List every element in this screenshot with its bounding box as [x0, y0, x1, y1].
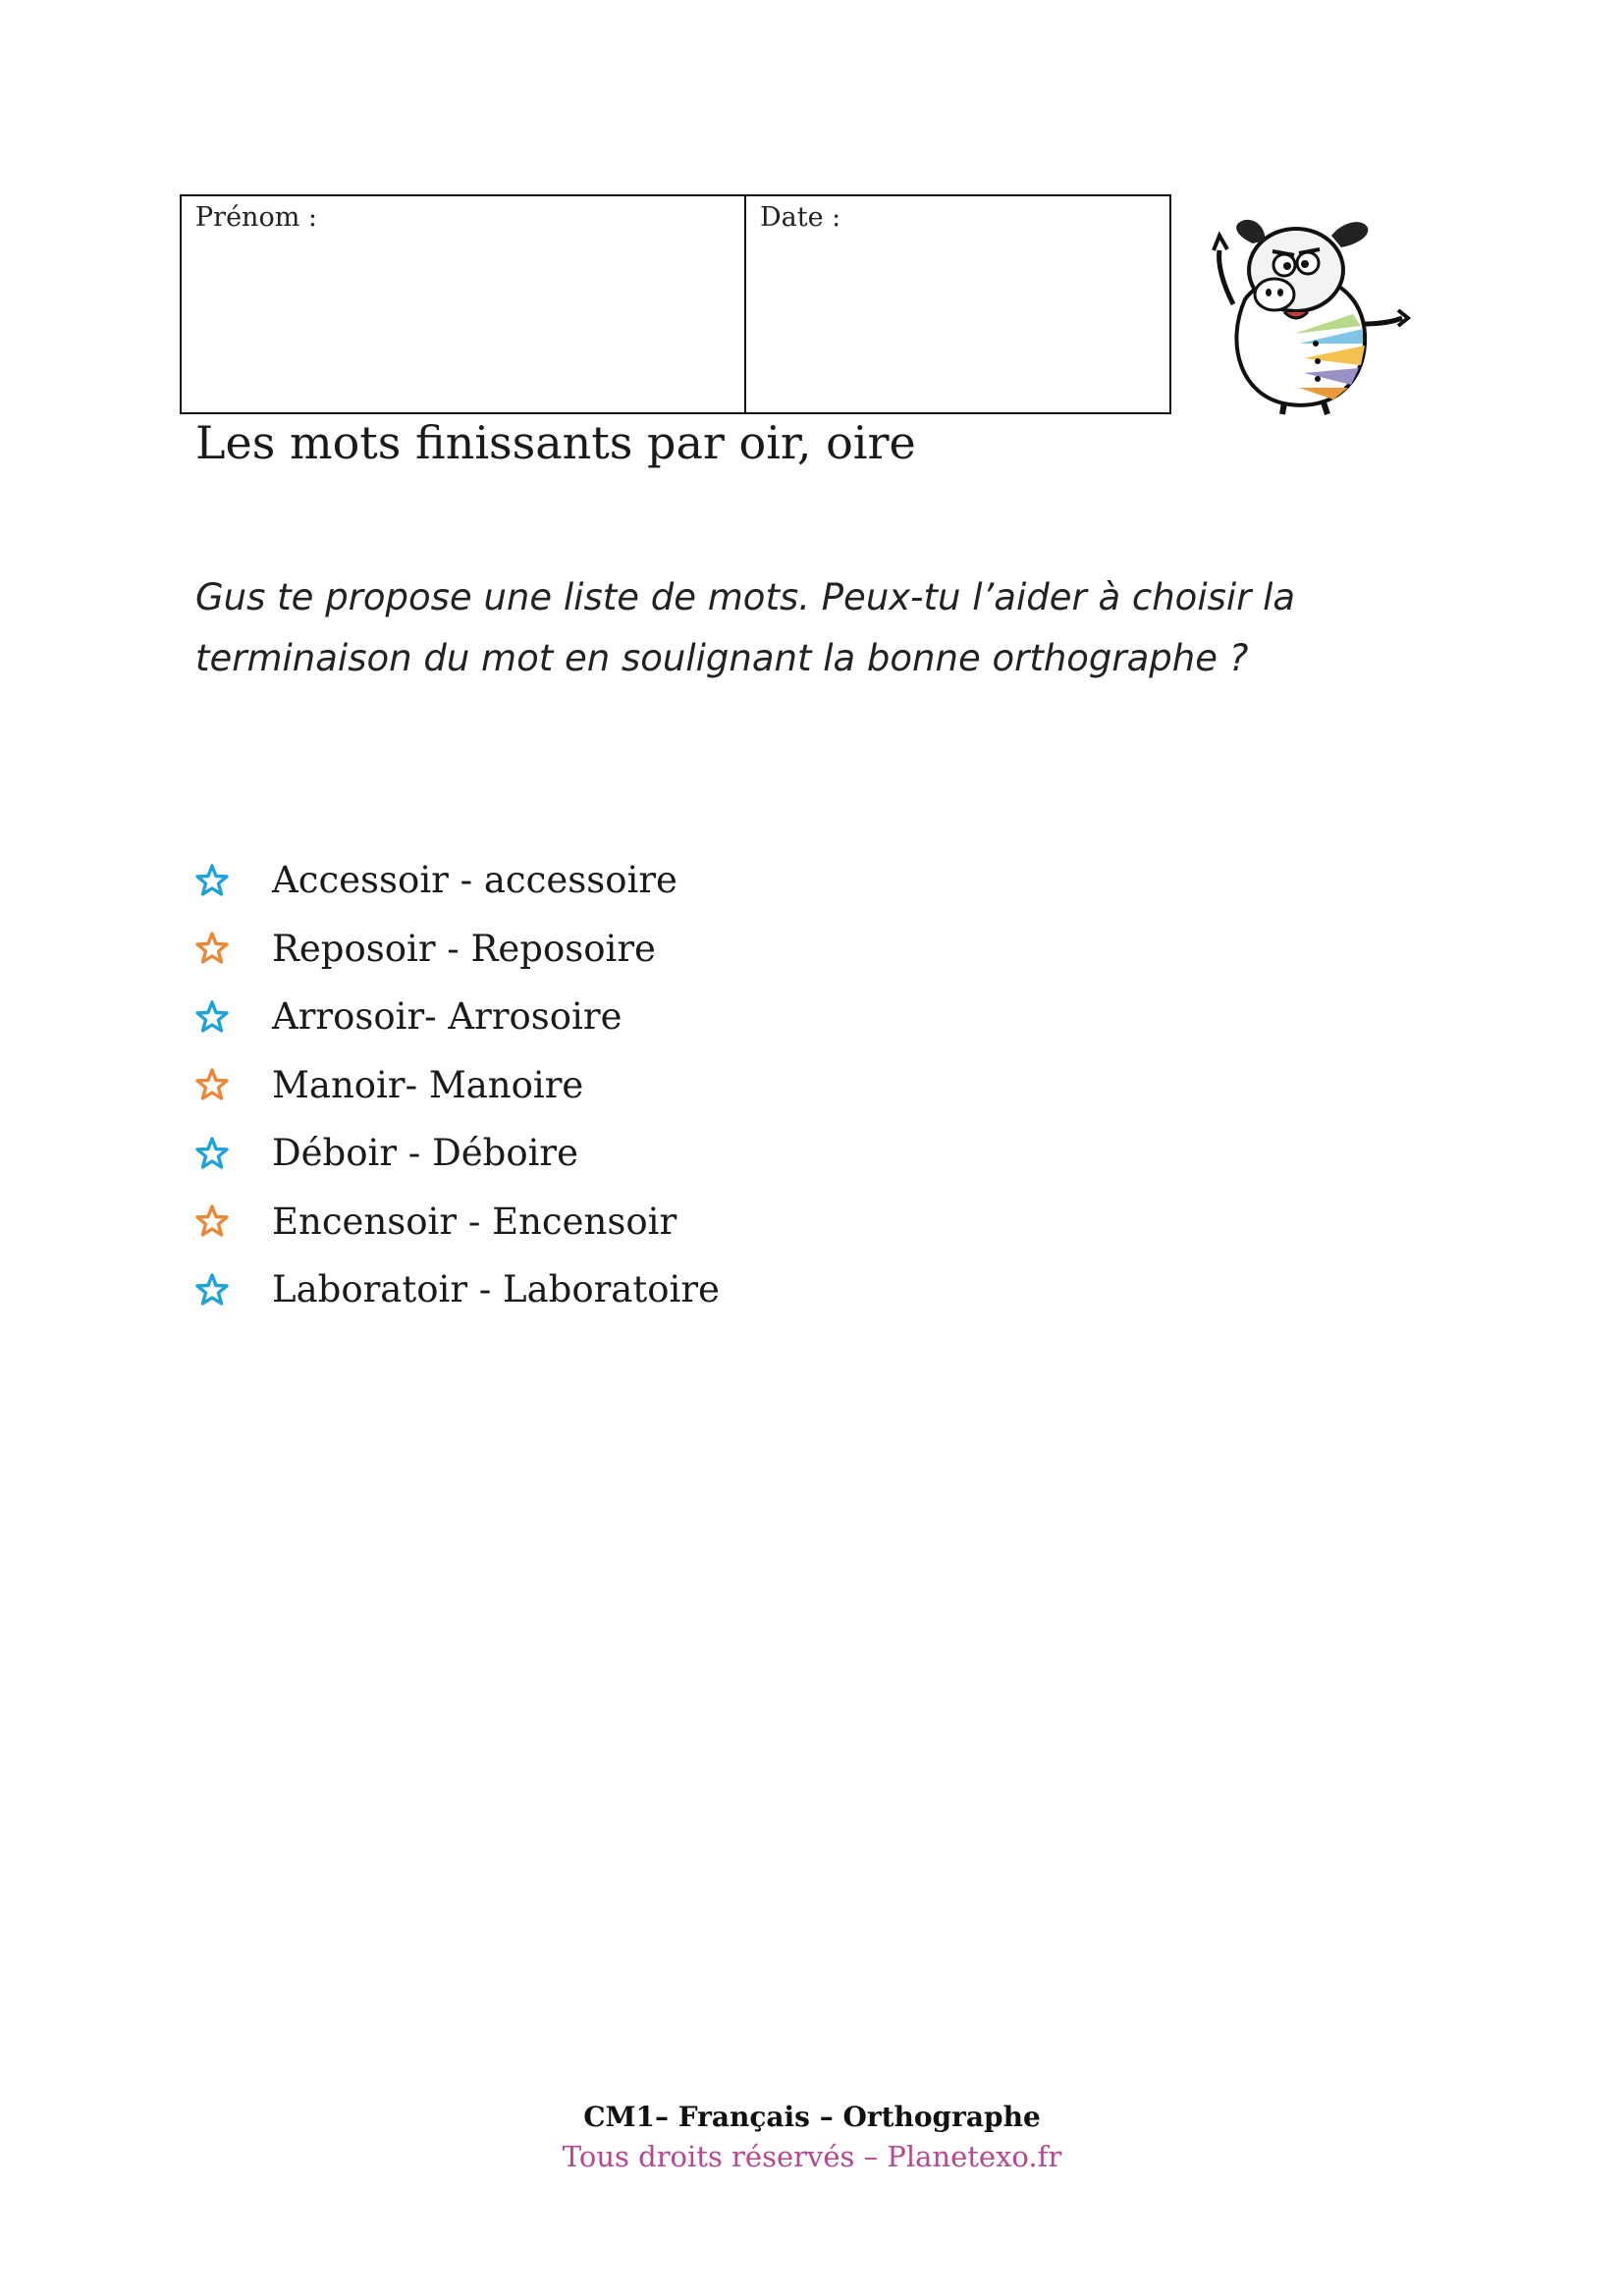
page-title: Les mots finissants par oir, oire [195, 416, 916, 469]
footer-subject: CM1– Français – Orthographe [583, 2101, 1041, 2133]
word-text: Encensoir - Encensoir [272, 1200, 677, 1243]
footer-rights: Tous droits réservés – Planetexo.fr [562, 2140, 1062, 2173]
word-text: Arrosoir- Arrosoire [272, 995, 623, 1039]
list-item[interactable] [195, 1119, 720, 1188]
word-list [195, 846, 720, 1324]
star-icon [195, 932, 229, 965]
list-item[interactable] [195, 915, 720, 984]
star-icon [195, 1273, 229, 1307]
word-text: Laboratoir - Laboratoire [272, 1268, 720, 1311]
prenom-label: Prénom : [195, 202, 317, 233]
word-text: Déboir - Déboire [272, 1132, 579, 1175]
date-field[interactable] [746, 196, 1169, 412]
list-item[interactable] [195, 1188, 720, 1256]
list-item[interactable] [195, 983, 720, 1051]
star-icon [195, 864, 229, 897]
gus-mascot-icon [1206, 196, 1412, 417]
star-icon [195, 1137, 229, 1170]
word-text: Reposoir - Reposoire [272, 927, 656, 970]
prenom-field[interactable] [182, 196, 746, 412]
star-icon [195, 1204, 229, 1238]
list-item[interactable] [195, 1255, 720, 1324]
star-icon [195, 1000, 229, 1034]
student-info-table [180, 194, 1171, 414]
word-text: Manoir- Manoire [272, 1063, 584, 1106]
list-item[interactable] [195, 846, 720, 915]
instructions-text: Gus te propose une liste de mots. Peux-tu l’aider à choisir la terminaison du mot en soulignant la bonne orthographe ? [195, 576, 1296, 679]
list-item[interactable] [195, 1051, 720, 1120]
date-label: Date : [760, 202, 841, 233]
star-icon [195, 1068, 229, 1101]
word-text: Accessoir - accessoire [272, 859, 677, 902]
